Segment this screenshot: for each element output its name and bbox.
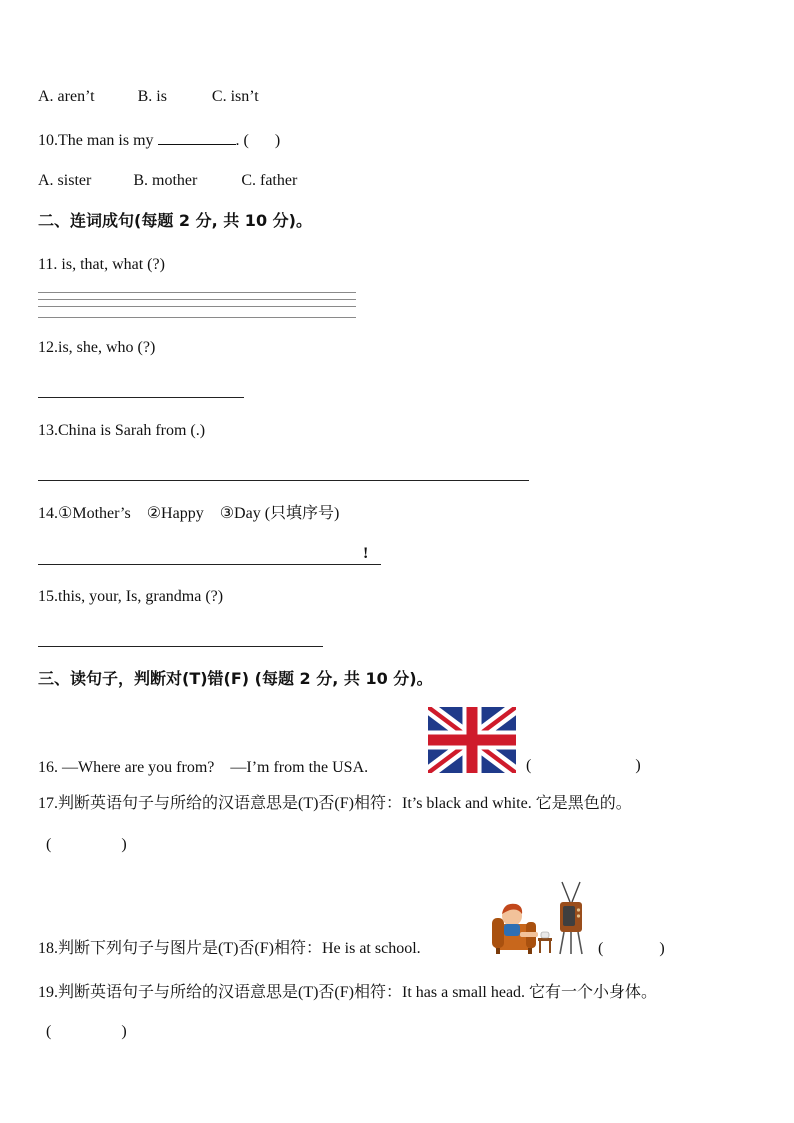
q11-writing-line-3[interactable] (38, 306, 356, 307)
q13-answer-line[interactable] (38, 480, 529, 481)
q10-option-a: A. sister (38, 172, 92, 189)
q11-writing-line-1[interactable] (38, 292, 356, 293)
q19-prompt: 19.判断英语句子与所给的汉语意思是(T)否(F)相符：It has a small head. 它有一个小身体。 (38, 984, 658, 1001)
section-2-heading: 二、连词成句(每题 2 分, 共 10 分)。 (38, 211, 312, 230)
q11-writing-line-2[interactable] (38, 299, 356, 300)
q16-prompt: 16. —Where are you from? —I’m from the USA. (38, 759, 369, 776)
q10-stem (38, 130, 280, 151)
q9-option-b: B. is (137, 88, 167, 105)
q12-prompt: 12.is, she, who (?) (38, 339, 156, 356)
q10-tail: . ( (235, 132, 249, 149)
q17-prompt: 17.判断英语句子与所给的汉语意思是(T)否(F)相符：It’s black and white. 它是黑色的。 (38, 795, 632, 812)
q14-exclamation: ! (363, 545, 369, 562)
q16-answer-box[interactable]: ( ) (526, 757, 641, 774)
q13-prompt: 13.China is Sarah from (.) (38, 422, 206, 439)
q14-answer-line[interactable] (38, 564, 381, 565)
q14-prompt: 14.①Mother’s ②Happy ③Day (只填序号) (38, 505, 340, 522)
q10-option-c: C. father (241, 172, 298, 189)
section-3-heading: 三、读句子，判断对(T)错(F) (每题 2 分, 共 10 分)。 (38, 669, 433, 688)
union-jack-flag-icon (428, 707, 516, 773)
q9-options (38, 87, 259, 107)
q15-answer-line[interactable] (38, 646, 323, 647)
q10-blank[interactable] (158, 130, 236, 145)
q19-answer-box[interactable]: ( ) (46, 1023, 127, 1040)
q10-options (38, 171, 297, 191)
q17-answer-box[interactable]: ( ) (46, 836, 127, 853)
q18-answer-box[interactable]: ( ) (598, 940, 665, 957)
q9-option-c: C. isn’t (211, 88, 259, 105)
q11-prompt: 11. is, that, what (?) (38, 256, 165, 273)
q11-writing-line-4[interactable] (38, 317, 356, 318)
q15-prompt: 15.this, your, Is, grandma (?) (38, 588, 224, 605)
q10-close: ) (274, 132, 281, 149)
child-watching-tv-icon (490, 878, 590, 956)
q9-option-a: A. aren’t (38, 88, 95, 105)
q12-answer-line[interactable] (38, 397, 244, 398)
q10-text: 10.The man is my (38, 132, 154, 149)
q18-prompt: 18.判断下列句子与图片是(T)否(F)相符：He is at school. (38, 940, 421, 957)
q10-option-b: B. mother (133, 172, 198, 189)
